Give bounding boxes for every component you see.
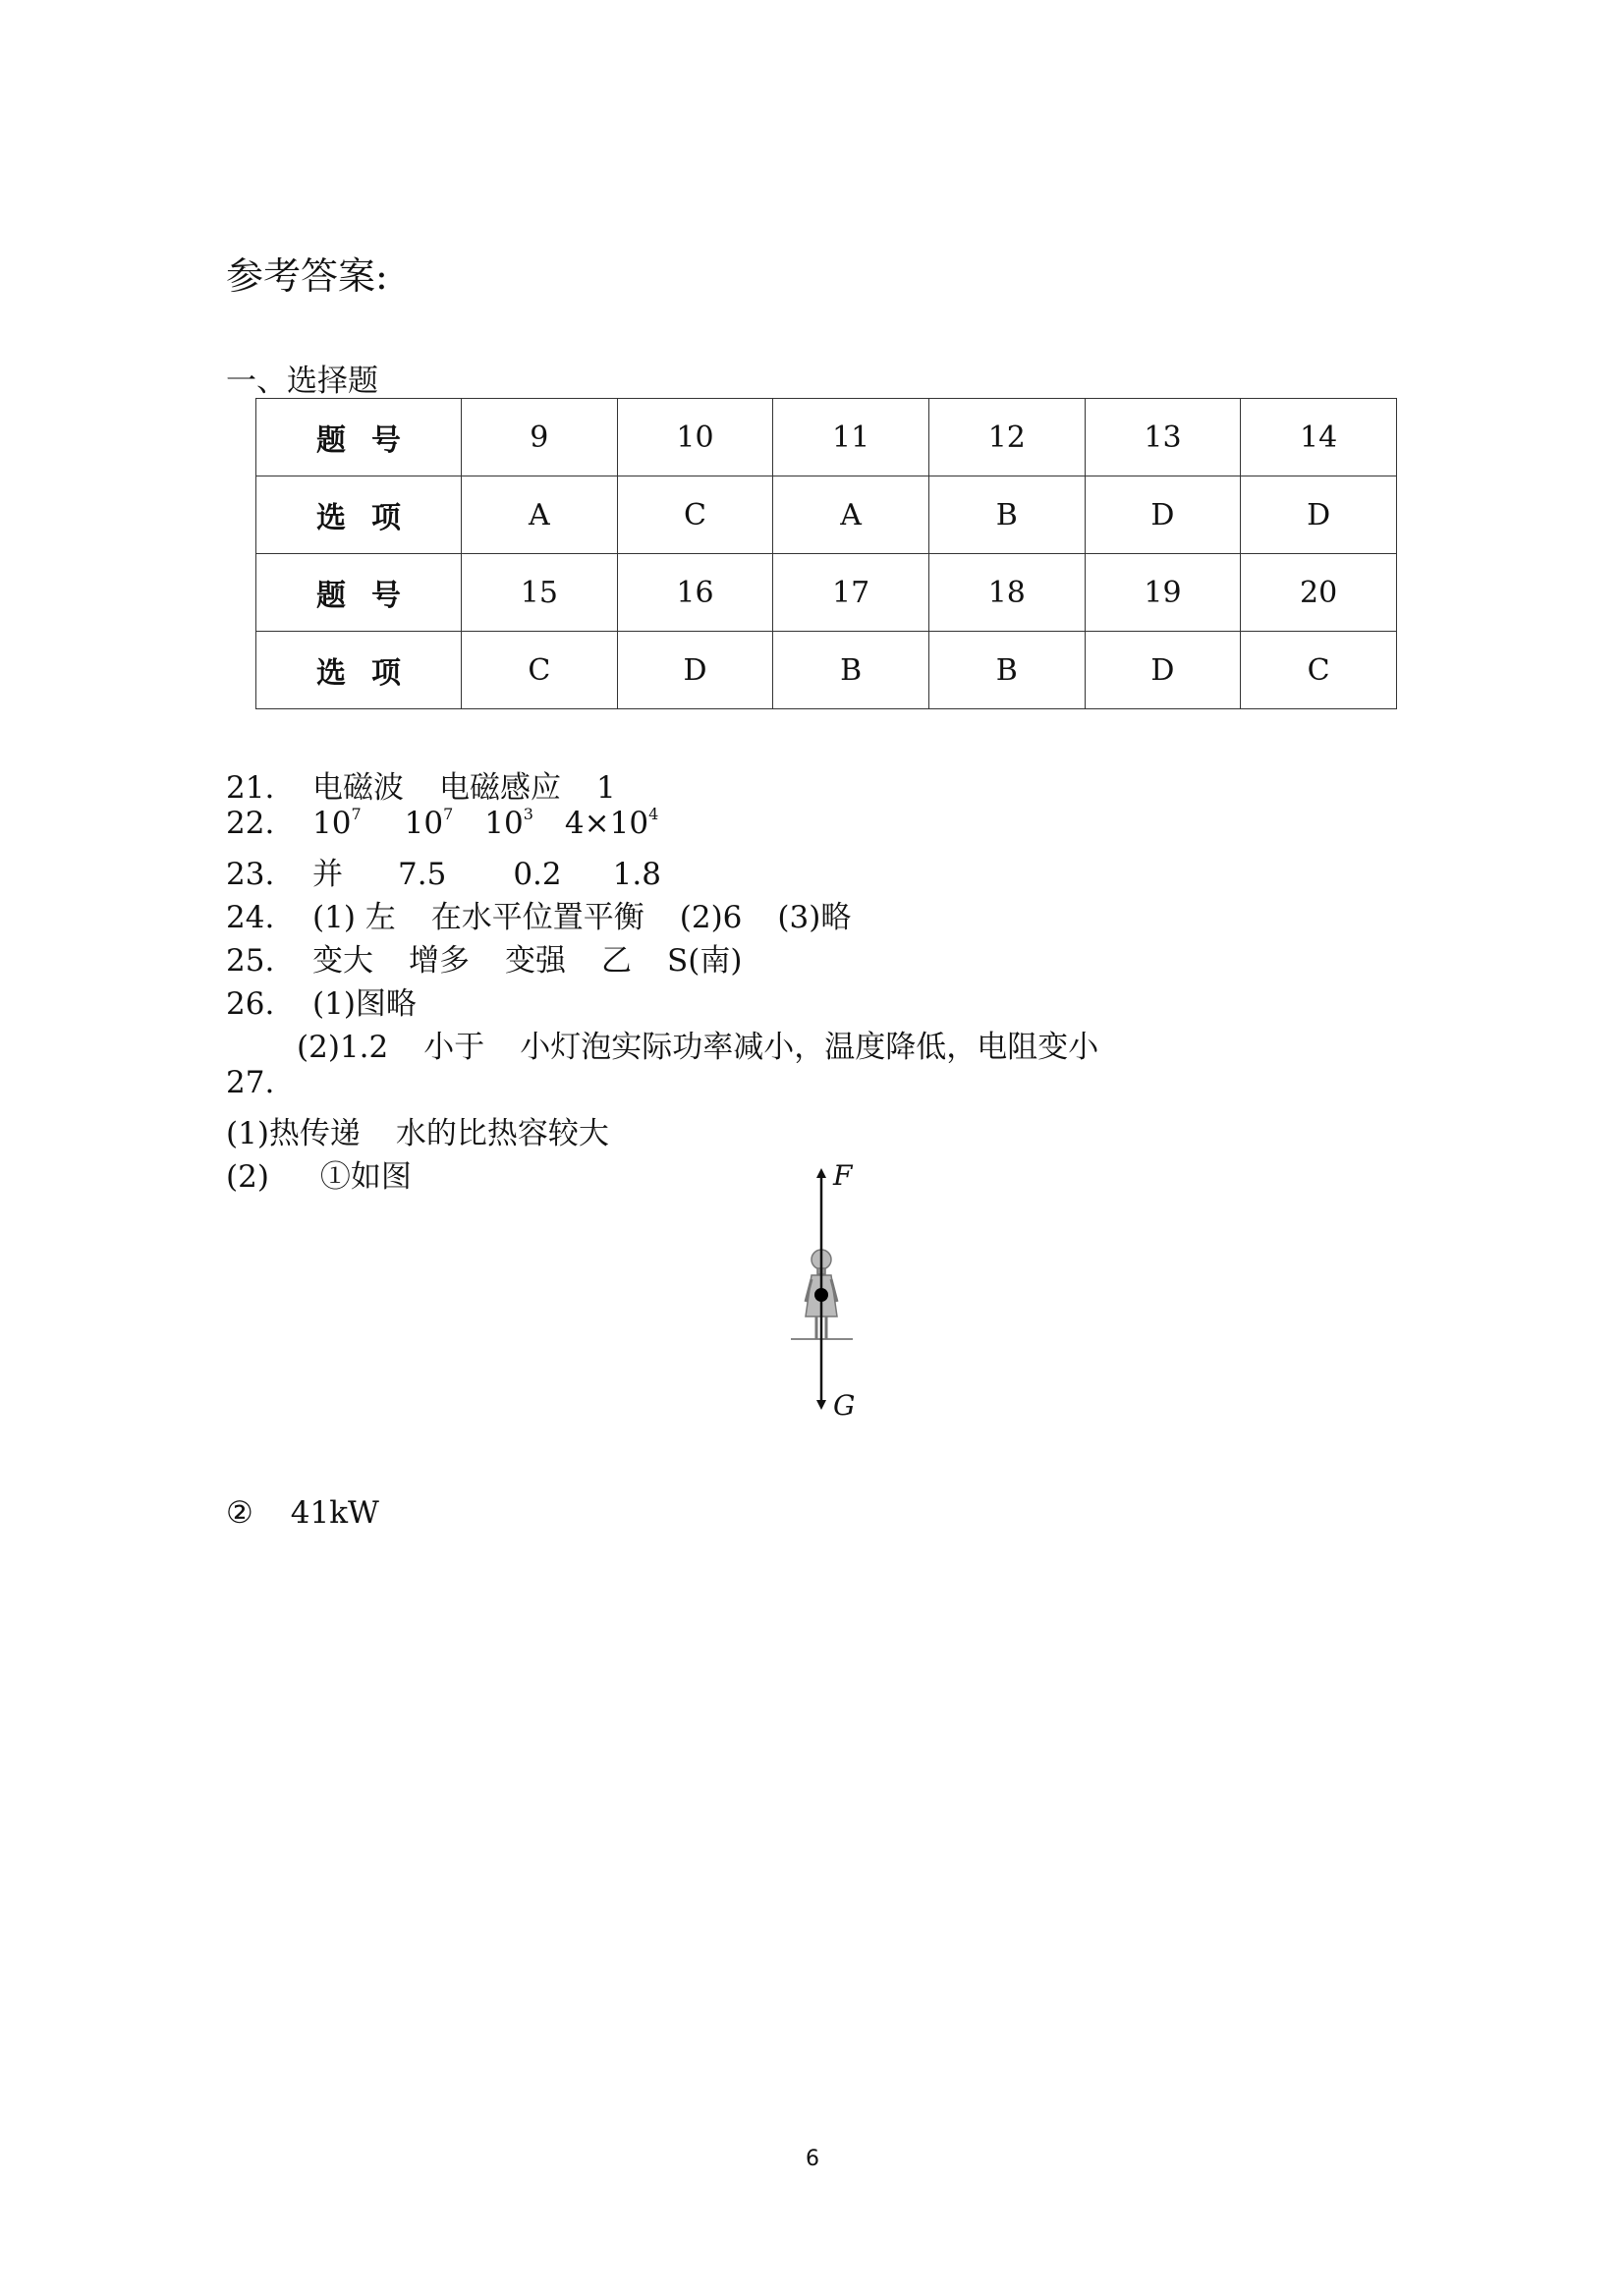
answer-text: 4×10	[564, 806, 649, 841]
table-cell: A	[462, 476, 618, 554]
answer-text: 小于	[423, 1030, 485, 1065]
table-header-number: 题号	[256, 399, 462, 476]
answer-text: (1)图略	[312, 986, 417, 1022]
answer-text: 0.2	[513, 857, 562, 892]
force-diagram	[776, 1159, 884, 1425]
answer-text: (1) 左	[312, 900, 396, 935]
answer-text: (3)略	[777, 900, 852, 935]
table-cell: B	[928, 632, 1085, 709]
table-cell: D	[1241, 476, 1397, 554]
answer-text: 电磁感应	[439, 770, 561, 806]
table-cell: C	[1241, 632, 1397, 709]
answer-text: 变大	[312, 943, 373, 979]
answer-21	[226, 762, 616, 807]
answer-text: 7.5	[398, 857, 447, 892]
table-cell: D	[1085, 476, 1241, 554]
table-cell: D	[617, 632, 773, 709]
answer-text: 1.8	[612, 857, 661, 892]
answer-text: 1	[596, 770, 616, 806]
question-number: 24.	[226, 900, 275, 935]
answer-table	[255, 398, 1397, 709]
answer-text: S(南)	[667, 943, 743, 979]
table-cell: C	[462, 632, 618, 709]
answer-text: (1)热传递	[226, 1116, 361, 1151]
question-number: 21.	[226, 770, 275, 806]
exponent: 7	[351, 805, 362, 823]
answer-text: 变强	[505, 943, 566, 979]
force-label-f: F	[833, 1159, 853, 1192]
question-number: 26.	[226, 986, 275, 1022]
table-row	[256, 476, 1397, 554]
table-cell: 12	[928, 399, 1085, 476]
answer-text: 电磁波	[312, 770, 404, 806]
question-number: 27.	[226, 1065, 275, 1100]
table-cell: 9	[462, 399, 618, 476]
table-cell: 10	[617, 399, 773, 476]
table-cell: 15	[462, 554, 618, 632]
answer-22	[226, 806, 658, 841]
answer-text: 10	[312, 806, 352, 841]
table-cell: A	[773, 476, 929, 554]
center-of-mass-dot	[814, 1288, 828, 1302]
question-number: 25.	[226, 943, 275, 979]
table-row	[256, 554, 1397, 632]
answer-text: 小灯泡实际功率减小，温度降低，电阻变小	[520, 1030, 1099, 1065]
table-cell: 19	[1085, 554, 1241, 632]
answer-text: (2)1.2	[297, 1030, 389, 1065]
answer-text: ②	[226, 1495, 253, 1531]
table-header-option: 选项	[256, 632, 462, 709]
question-number: 22.	[226, 806, 275, 841]
answer-27-part1	[226, 1108, 609, 1152]
table-header-option: 选项	[256, 476, 462, 554]
exponent: 3	[523, 805, 533, 823]
answer-text: 乙	[601, 943, 632, 979]
answer-text: (2)6	[679, 900, 743, 935]
table-header-number: 题号	[256, 554, 462, 632]
question-number: 23.	[226, 857, 275, 892]
answer-25	[226, 935, 742, 980]
table-row	[256, 632, 1397, 709]
answer-text: 10	[404, 806, 444, 841]
answer-text: (2)	[226, 1159, 269, 1195]
table-row	[256, 399, 1397, 476]
answer-26	[226, 979, 417, 1023]
answer-23	[226, 849, 661, 893]
table-cell: 13	[1085, 399, 1241, 476]
page-number: 6	[806, 2147, 819, 2171]
section-heading-choice: 一、选择题	[226, 364, 378, 399]
page-title: 参考答案:	[226, 254, 388, 298]
answer-27	[226, 1065, 274, 1100]
exponent: 7	[443, 805, 454, 823]
answer-text: ①如图	[319, 1159, 412, 1195]
answer-text: 并	[312, 857, 343, 892]
answer-27-part2-b	[226, 1495, 379, 1531]
table-cell: 20	[1241, 554, 1397, 632]
force-label-g: G	[833, 1389, 856, 1422]
answer-text: 水的比热容较大	[395, 1116, 609, 1151]
table-cell: 11	[773, 399, 929, 476]
table-cell: 17	[773, 554, 929, 632]
table-cell: C	[617, 476, 773, 554]
table-cell: 14	[1241, 399, 1397, 476]
table-cell: B	[773, 632, 929, 709]
table-cell: B	[928, 476, 1085, 554]
answer-text: 增多	[409, 943, 470, 979]
answer-text: 41kW	[290, 1495, 379, 1531]
answer-27-part2	[226, 1151, 412, 1196]
table-cell: 18	[928, 554, 1085, 632]
exponent: 4	[648, 805, 659, 823]
table-cell: D	[1085, 632, 1241, 709]
answer-text: 10	[484, 806, 524, 841]
answer-26-part2	[297, 1022, 1098, 1066]
answer-text: 在水平位置平衡	[430, 900, 644, 935]
answer-24	[226, 892, 851, 936]
table-cell: 16	[617, 554, 773, 632]
